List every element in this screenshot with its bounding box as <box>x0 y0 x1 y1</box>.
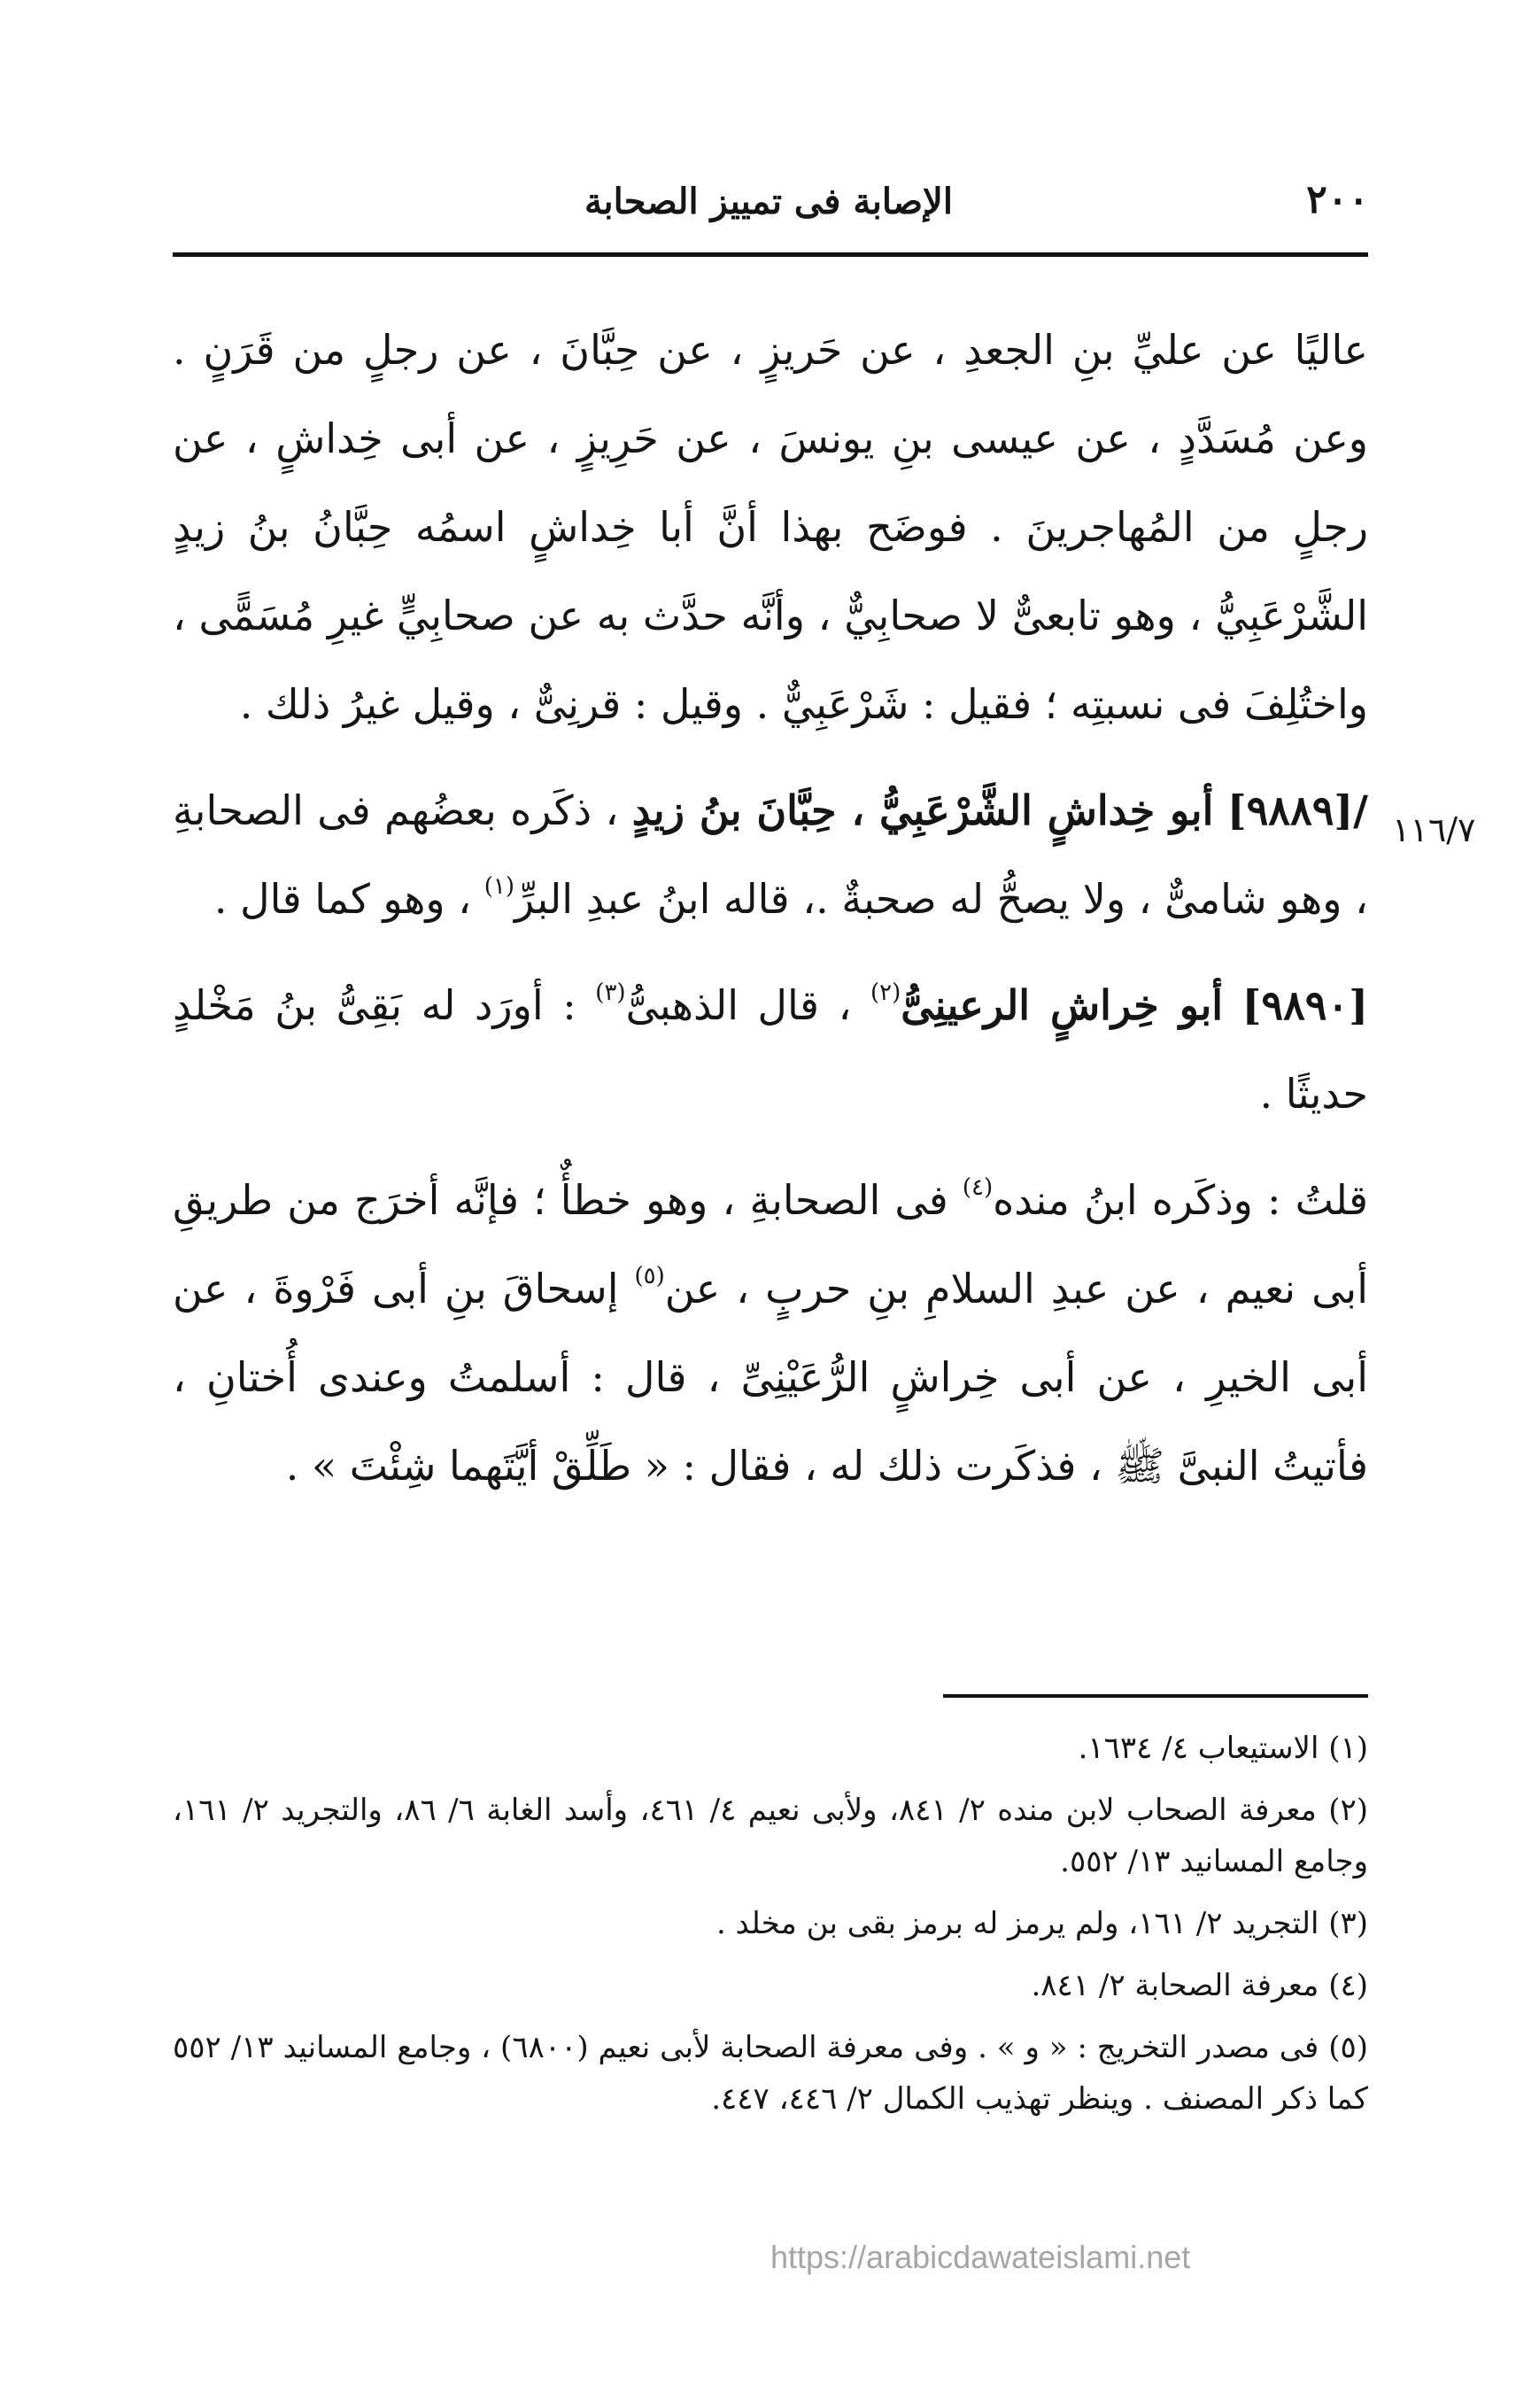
footnote-rule <box>943 1694 1368 1698</box>
entry-number: [٩٨٩٠] <box>1241 981 1368 1029</box>
footnote-ref: (١) <box>483 873 514 900</box>
paragraph-text: إسحاقَ بنِ أبى فَرْوةَ ، عن أبى الخيرِ ، عن أبى خِراشٍ الرُّعَيْنِىِّ ، قال : أسلمتُ وعندى أُختانِ ، فأتيتُ النبىَّ ﷺ ، فذكَرت ذلك له ، فقال : « طَلِّقْ أيَّتَهما شِئْتَ » . <box>173 1265 1368 1490</box>
entry-text: ، ذكَره بعضُهم فى الصحابةِ ، وهو شامىٌّ ، ولا يصحُّ له صحبةٌ .، قاله ابنُ عبدِ البرِّ <box>173 786 1368 923</box>
footnote: (٤) معرفة الصحابة ٢/ ٨٤١. <box>1031 1968 1368 2003</box>
entry-number: /[٩٨٨٩] <box>1226 786 1368 834</box>
footnote-ref: (٢) <box>870 979 901 1006</box>
running-title: الإصابة فى تمييز الصحابة <box>584 181 953 222</box>
footnote: (٣) التجريد ٢/ ١٦١، ولم يرمز له برمز بقى بن مخلد . <box>715 1906 1368 1941</box>
paragraph-continuation: عاليًا عن عليِّ بنِ الجعدِ ، عن حَريزٍ ، عن حِبَّانَ ، عن رجلٍ من قَرَنٍ . وعن مُسَدَّدٍ ، عن عيسى بنِ يونسَ ، عن حَرِيزٍ ، عن أبى خِداشٍ ، عن رجلٍ من المُهاجرينَ . فوضَح بهذا أنَّ أبا خِداشٍ اسمُه حِبَّانُ بنُ زيدٍ الشَّرْعَبِيُّ ، وهو تابعىٌّ لا صحابِيٌّ ، وأنَّه حدَّث به عن صحابِيٍّ غيرِ مُسَمًّى ، واختُلِفَ فى نسبتِه ؛ فقيل : شَرْعَبِيٌّ . وقيل : قرنِىٌّ ، وقيل غيرُ ذلك . <box>173 326 1368 728</box>
paragraph-text: قلتُ : وذكَره ابنُ منده <box>993 1176 1368 1224</box>
entry-text: : أورَد له بَقِىُّ بنُ مَخْلدٍ حديثًا . <box>173 981 1368 1118</box>
footnote-ref: (٤) <box>962 1174 994 1201</box>
entry-name: أبو خِراشٍ الرعينِىُّ <box>901 981 1224 1029</box>
paragraph-text: فى الصحابةِ ، وهو خطأٌ ؛ فإنَّه أخرَج من طريقِ أبى نعيم ، عن عبدِ السلامِ بنِ حربٍ ، عن <box>173 1176 1369 1312</box>
page-header <box>168 177 1369 230</box>
footnote: (٢) معرفة الصحاب لابن منده ٢/ ٨٤١، ولأبى نعيم ٤/ ٤٦١، وأسد الغابة ٦/ ٨٦، والتجريد ٢/ ١٦١، وجامع المسانيد ١٣/ ٥٥٢. <box>173 1792 1369 1879</box>
footnote-ref: (٥) <box>634 1263 665 1289</box>
entry-name: أبو خِداشٍ الشَّرْعَبِيُّ ، حِبَّانَ بنُ زيدٍ <box>631 786 1214 834</box>
footnote: (٥) فى مصدر التخريج : « و » . وفى معرفة الصحابة لأبى نعيم (٦٨٠٠) ، وجامع المسانيد ١٣/ ٥٥٢ كما ذكر المصنف . وينظر تهذيب الكمال ٢/ ٤٤٦، ٤٤٧. <box>173 2030 1368 2117</box>
header-rule <box>173 252 1368 257</box>
footnote-ref: (٣) <box>595 979 626 1006</box>
entry-text: ، قال الذهبىُّ <box>625 981 852 1029</box>
entry-9890 <box>173 961 1368 1138</box>
footnote: (١) الاستيعاب ٤/ ١٦٣٤. <box>1078 1731 1368 1766</box>
margin-volume-ref: ١١٦/٧ <box>1392 810 1476 849</box>
paragraph-qult <box>173 1156 1368 1510</box>
main-text <box>173 306 1368 1528</box>
page-number: ٢٠٠ <box>1306 177 1369 222</box>
entry-9889 <box>173 766 1368 943</box>
footnotes <box>173 1723 1368 2135</box>
entry-text: ، وهو كما قال . <box>213 875 472 923</box>
watermark-url: https://arabicdawateislami.net <box>770 2239 1191 2275</box>
